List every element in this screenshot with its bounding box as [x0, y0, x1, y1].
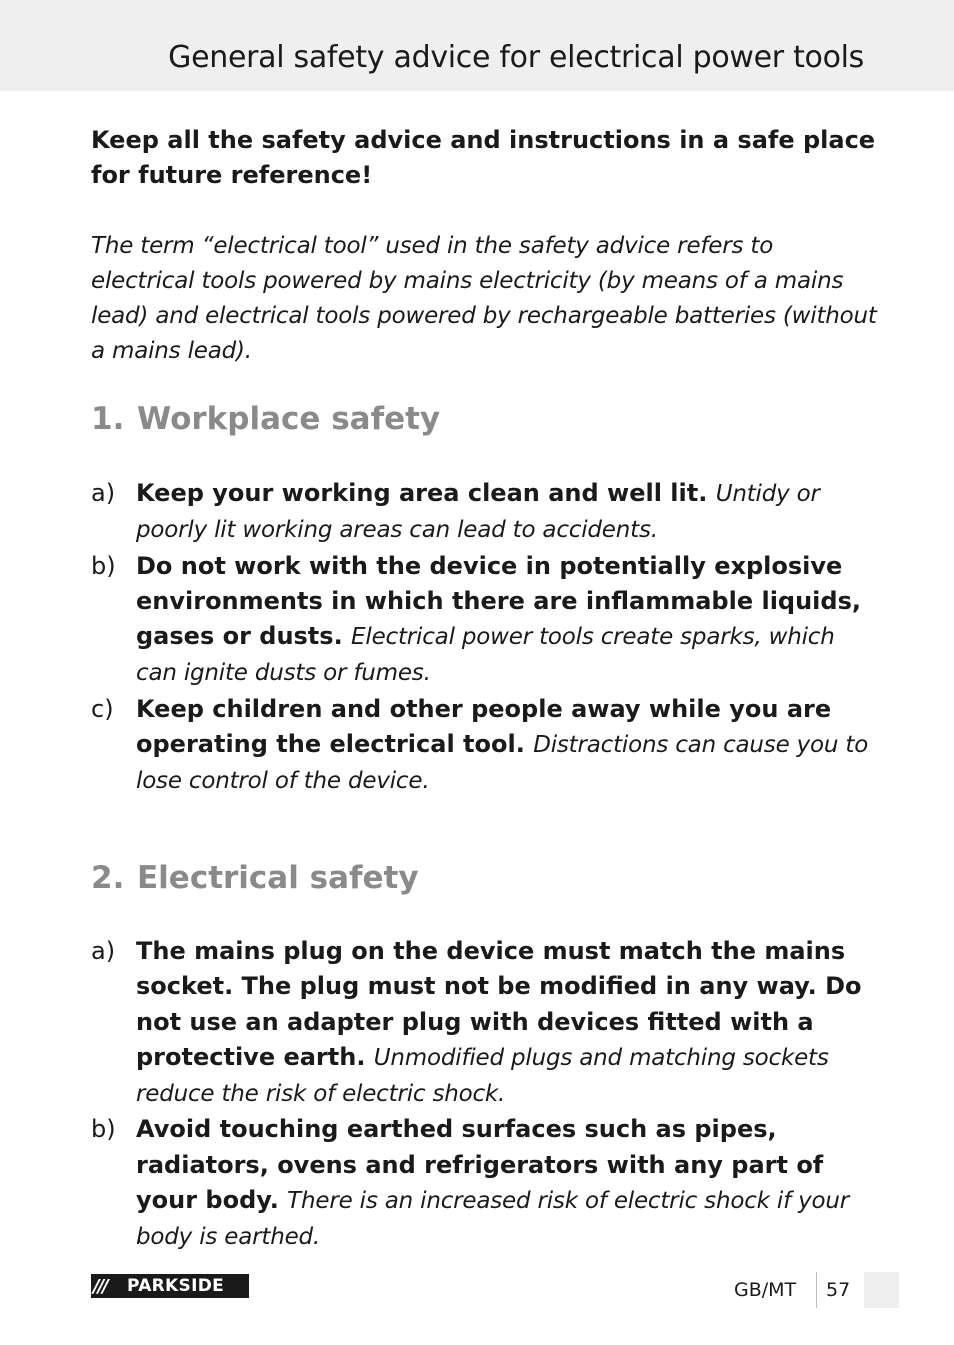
list-item: [91, 692, 881, 800]
page-title: General safety advice for electrical power tools: [168, 40, 864, 75]
item-explanation: Electrical power tools create sparks, which can ignite dusts or fumes.: [136, 624, 835, 687]
page-number: 57: [826, 1279, 851, 1301]
item-instruction: The mains plug on the device must match the mains socket. The plug must not be modified in any way. Do not use an adapter plug with devices fitted with a protective earth.: [136, 937, 862, 1071]
item-instruction: Avoid touching earthed surfaces such as pipes, radiators, ovens and refrigerators with any part of your body.: [136, 1115, 824, 1215]
item-explanation: There is an increased risk of electric shock if your body is earthed.: [136, 1188, 850, 1251]
item-marker: a): [91, 937, 116, 965]
item-marker: b): [91, 551, 116, 580]
item-marker: c): [91, 694, 114, 723]
footer-locale: GB/MT: [734, 1279, 797, 1301]
logo-text: PARKSIDE: [127, 1276, 225, 1296]
workplace-safety-list: [91, 476, 881, 800]
item-instruction: Do not work with the device in potentially explosive environments in which there are inflammable liquids, gases or dusts.: [136, 551, 861, 651]
item-explanation: Distractions can cause you to lose control of the device.: [136, 732, 869, 795]
item-explanation: Untidy or poorly lit working areas can lead to accidents.: [136, 481, 820, 544]
item-instruction: Keep children and other people away while you are operating the electrical tool.: [136, 694, 832, 759]
electrical-safety-list: [91, 934, 881, 1256]
intro-definition: The term “electrical tool” used in the safety advice refers to electrical tools powered by mains electricity (by means of a mains lead) and electrical tools powered by rechargeable batteries (without a mains lead).: [91, 233, 877, 364]
section-number: 1.: [91, 401, 125, 437]
footer-divider: [816, 1272, 817, 1308]
section-number: 2.: [91, 860, 125, 896]
item-marker: a): [91, 479, 116, 507]
section-title: Workplace safety: [137, 401, 441, 437]
footer-tab-box: [864, 1272, 899, 1308]
list-item: [91, 934, 881, 1112]
section-heading-electrical-safety: [91, 860, 419, 896]
list-item: [91, 549, 881, 692]
logo-slashes-icon: ///: [93, 1275, 107, 1297]
section-heading-workplace-safety: [91, 401, 440, 437]
intro-warning: Keep all the safety advice and instructions in a safe place for future reference!: [91, 126, 876, 189]
list-item: [91, 476, 881, 549]
parkside-logo: [91, 1274, 249, 1298]
item-explanation: Unmodified plugs and matching sockets reduce the risk of electric shock.: [136, 1044, 829, 1108]
item-instruction: Keep your working area clean and well lit.: [136, 479, 716, 507]
list-item: [91, 1112, 881, 1255]
item-marker: b): [91, 1115, 116, 1144]
section-title: Electrical safety: [137, 860, 419, 896]
